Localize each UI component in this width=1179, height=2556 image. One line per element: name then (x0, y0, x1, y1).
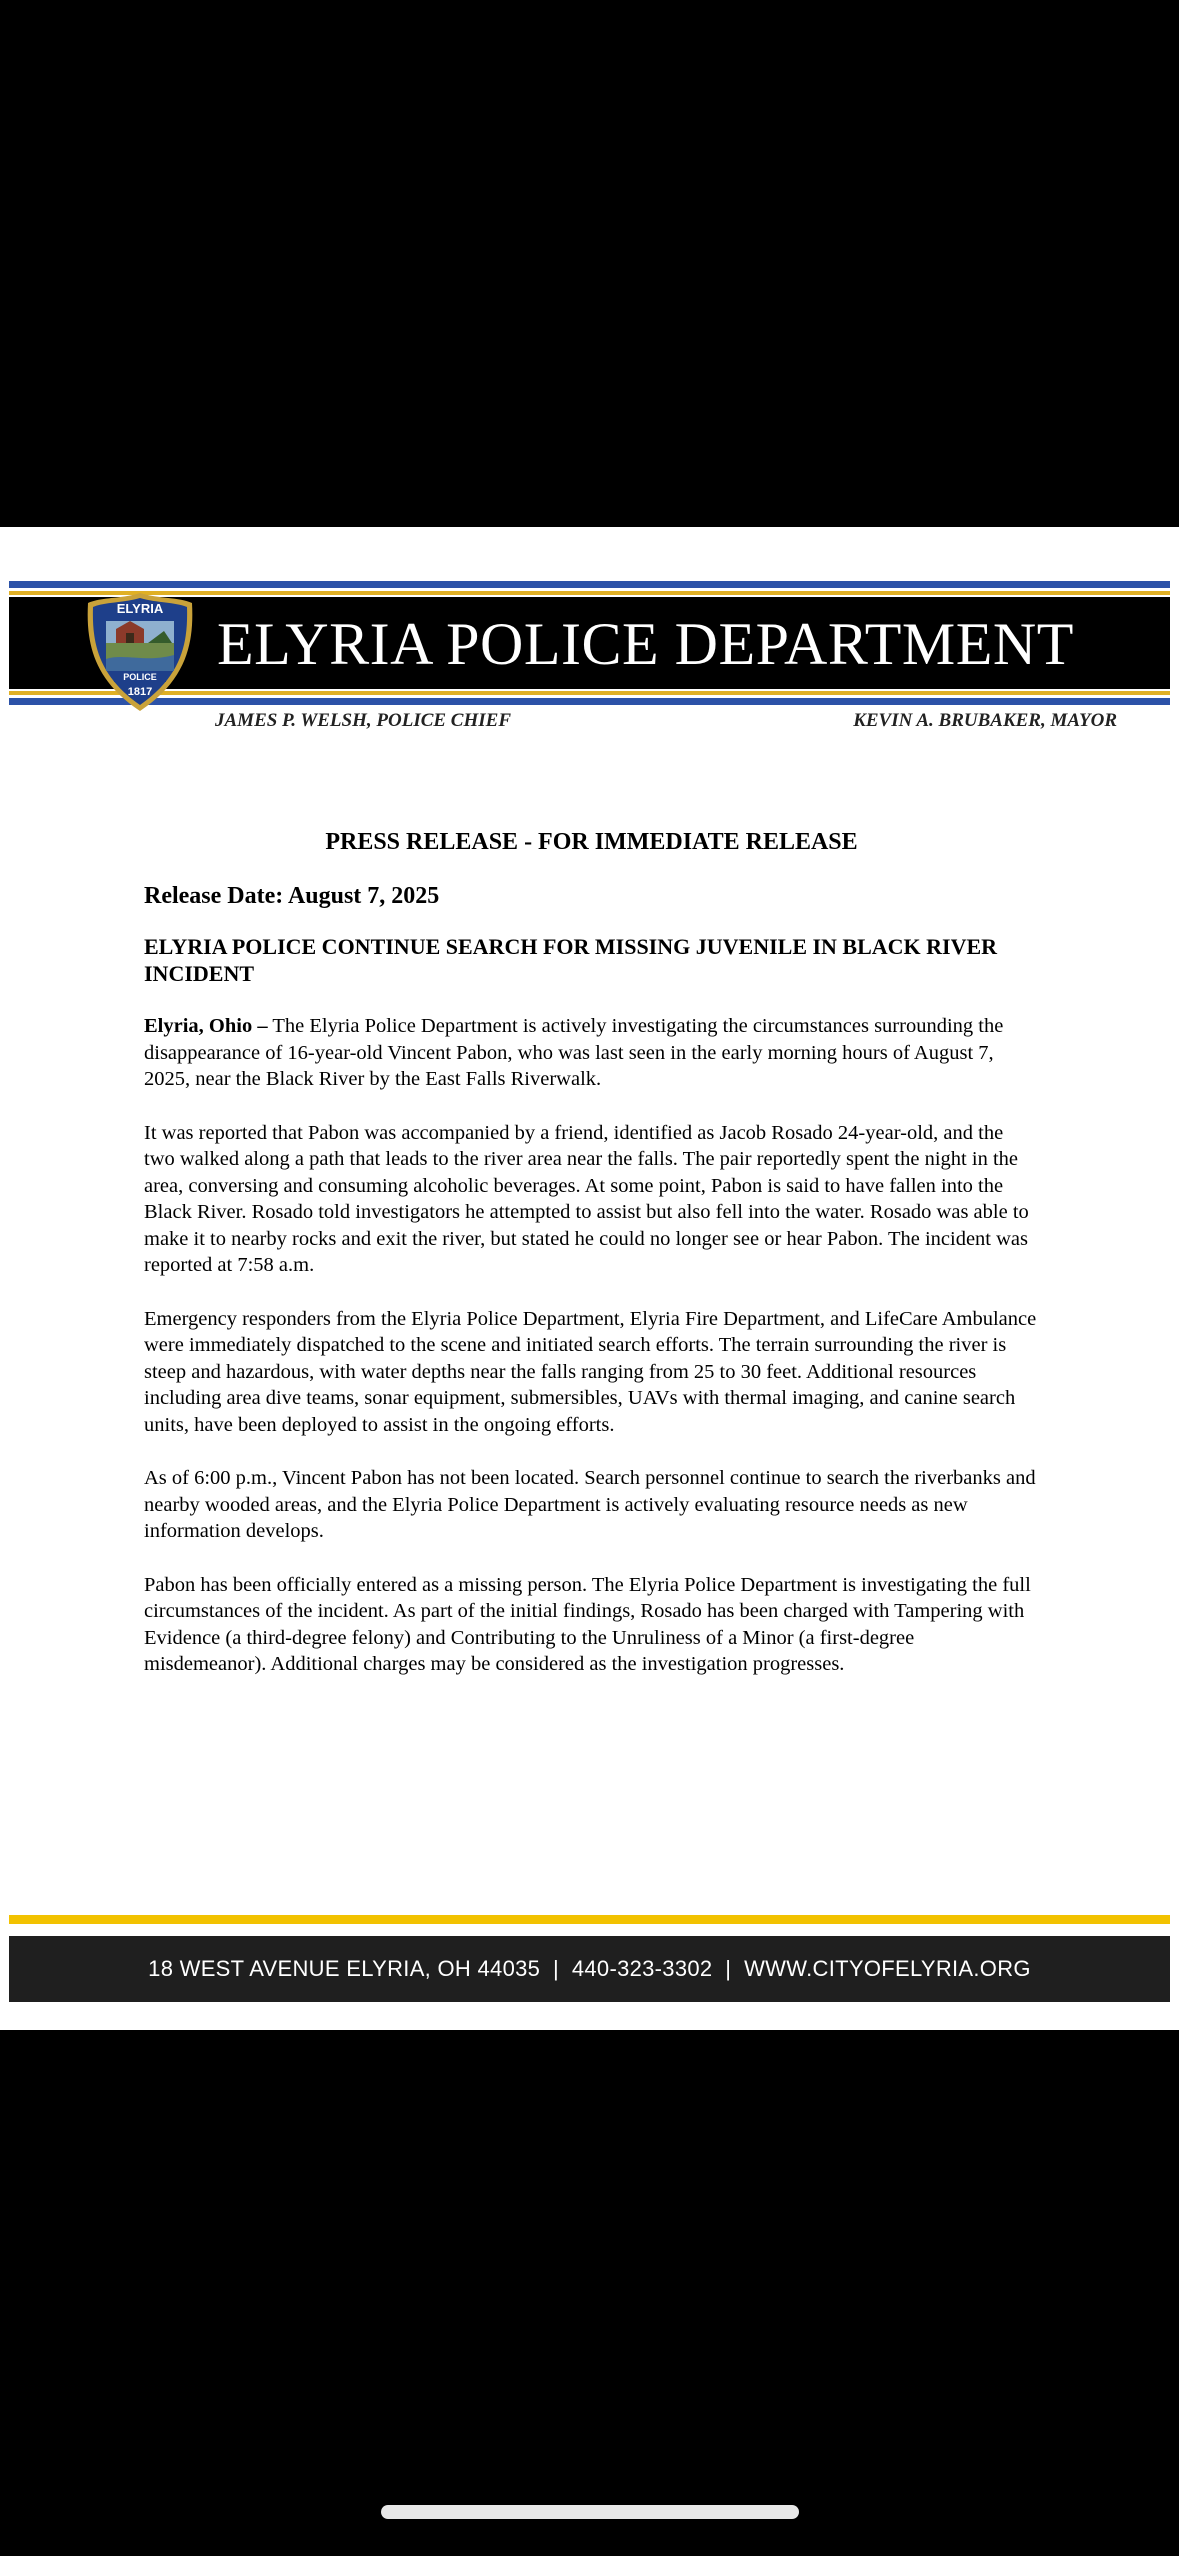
badge-bottom-text: POLICE (123, 672, 157, 682)
police-chief-name: JAMES P. WELSH, POLICE CHIEF (215, 710, 512, 731)
paragraph-1-text: The Elyria Police Department is actively investigating the circumstances surrounding the disappearance of 16-year-old Vincent Pabon, who was last seen in the early morning hours of August 7, 2025, near the Black River by the East Falls Riverwalk. (144, 1015, 1004, 1090)
paragraph-5: Pabon has been officially entered as a missing person. The Elyria Police Department is investigating the full circumstances of the incident. As part of the initial findings, Rosado has been charged with Tampering with Evidence (a third-degree felony) and Contributing to the Unruliness of a Minor (a first-degree misdemeanor). Additional charges may be considered as the investigation progresses. (144, 1573, 1031, 1675)
release-date: Release Date: August 7, 2025 (144, 883, 440, 909)
home-indicator[interactable] (381, 2505, 799, 2519)
department-title: ELYRIA POLICE DEPARTMENT (217, 611, 1074, 677)
badge-year-text: 1817 (127, 686, 153, 698)
paragraph-4: As of 6:00 p.m., Vincent Pabon has not been located. Search personnel continue to search the riverbanks and nearby wooded areas, and the Elyria Police Department is actively evaluating resource needs as new information develops. (144, 1467, 1036, 1542)
press-release-document (0, 527, 1179, 2030)
release-type-heading: PRESS RELEASE - FOR IMMEDIATE RELEASE (325, 829, 858, 855)
footer-contact-bar (9, 1936, 1170, 2002)
dateline: Elyria, Ohio – (144, 1015, 268, 1037)
release-body (144, 827, 1039, 1705)
police-badge-logo (84, 591, 196, 713)
release-headline: ELYRIA POLICE CONTINUE SEARCH FOR MISSING JUVENILE IN BLACK RIVER INCIDENT (144, 934, 998, 986)
badge-top-text: ELYRIA (116, 601, 164, 616)
footer-contact-text: 18 WEST AVENUE ELYRIA, OH 44035 | 440-323-3302 | WWW.CITYOFELYRIA.ORG (148, 1956, 1031, 1981)
paragraph-3: Emergency responders from the Elyria Police Department, Elyria Fire Department, and LifeCare Ambulance were immediately dispatched to the scene and initiated search efforts. The terrain surrounding the river is steep and hazardous, with water depths near the falls ranging from 25 to 30 feet. Additional resources including area dive teams, sonar equipment, submersibles, UAVs with thermal imaging, and canine search units, have been deployed to assist in the ongoing efforts. (144, 1307, 1037, 1436)
footer-stripe-gold (9, 1915, 1170, 1924)
header-stripe-blue-top (9, 581, 1170, 588)
mayor-name: KEVIN A. BRUBAKER, MAYOR (853, 710, 1117, 731)
paragraph-1 (144, 1013, 1039, 1093)
paragraph-2: It was reported that Pabon was accompanied by a friend, identified as Jacob Rosado 24-year-old, and the two walked along a path that leads to the river area near the falls. The pair reportedly spent the night in the area, conversing and consuming alcoholic beverages. At some point, Pabon is said to have fallen into the Black River. Rosado told investigators he attempted to assist but also fell into the water. Rosado was able to make it to nearby rocks and exit the river, but stated he could no longer see or hear Pabon. The incident was reported at 7:58 a.m. (144, 1121, 1029, 1276)
